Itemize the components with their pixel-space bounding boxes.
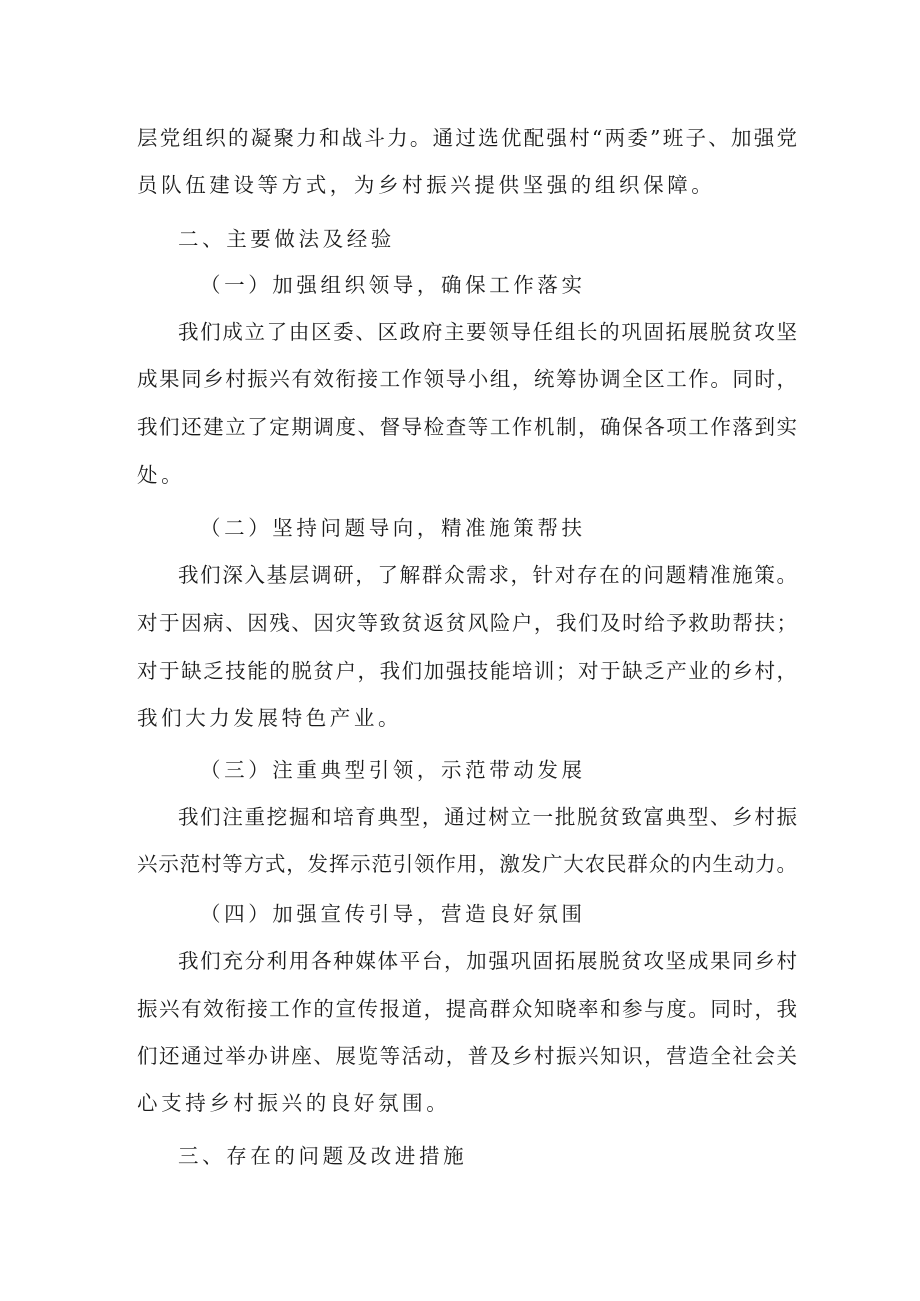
paragraph-line: 我们注重挖掘和培育典型，通过树立一批脱贫致富典型、乡村振 bbox=[178, 805, 797, 829]
paragraph-line: 兴示范村等方式，发挥示范引领作用，激发广大农民群众的内生动力。 bbox=[137, 852, 797, 876]
paragraph-line: 对于因病、因残、因灾等致贫返贫风险户，我们及时给予救助帮扶； bbox=[137, 611, 797, 635]
paragraph-line: 我们成立了由区委、区政府主要领导任组长的巩固拓展脱贫攻坚 bbox=[178, 320, 797, 344]
paragraph-line: 处。 bbox=[137, 463, 186, 487]
paragraph-line: 我们大力发展特色产业。 bbox=[137, 706, 403, 730]
paragraph-line: 员队伍建设等方式，为乡村振兴提供坚强的组织保障。 bbox=[137, 173, 716, 197]
paragraph-line: 层党组织的凝聚力和战斗力。通过选优配强村“两委”班子、加强党 bbox=[137, 126, 797, 150]
paragraph-line: 对于缺乏技能的脱贫户，我们加强技能培训；对于缺乏产业的乡村， bbox=[137, 659, 797, 683]
section-heading: 二、主要做法及经验 bbox=[178, 227, 395, 251]
paragraph-line: 我们还建立了定期调度、督导检查等工作机制，确保各项工作落到实 bbox=[137, 415, 797, 439]
paragraph-line: 我们充分利用各种媒体平台，加强巩固拓展脱贫攻坚成果同乡村 bbox=[178, 949, 797, 973]
subsection-heading: （四）加强宣传引导，营造良好氛围 bbox=[200, 902, 586, 926]
subsection-heading: （二）坚持问题导向，精准施策帮扶 bbox=[200, 516, 586, 540]
subsection-heading: （一）加强组织领导，确保工作落实 bbox=[200, 273, 586, 297]
paragraph-line: 振兴有效衔接工作的宣传报道，提高群众知晓率和参与度。同时，我 bbox=[137, 997, 797, 1021]
paragraph-line: 心支持乡村振兴的良好氛围。 bbox=[137, 1091, 451, 1115]
subsection-heading: （三）注重典型引领，示范带动发展 bbox=[200, 758, 586, 782]
paragraph-line: 我们深入基层调研，了解群众需求，针对存在的问题精准施策。 bbox=[178, 563, 797, 587]
paragraph-line: 们还通过举办讲座、展览等活动，普及乡村振兴知识，营造全社会关 bbox=[137, 1044, 797, 1068]
section-heading: 三、存在的问题及改进措施 bbox=[178, 1144, 468, 1168]
paragraph-line: 成果同乡村振兴有效衔接工作领导小组，统筹协调全区工作。同时， bbox=[137, 367, 797, 391]
